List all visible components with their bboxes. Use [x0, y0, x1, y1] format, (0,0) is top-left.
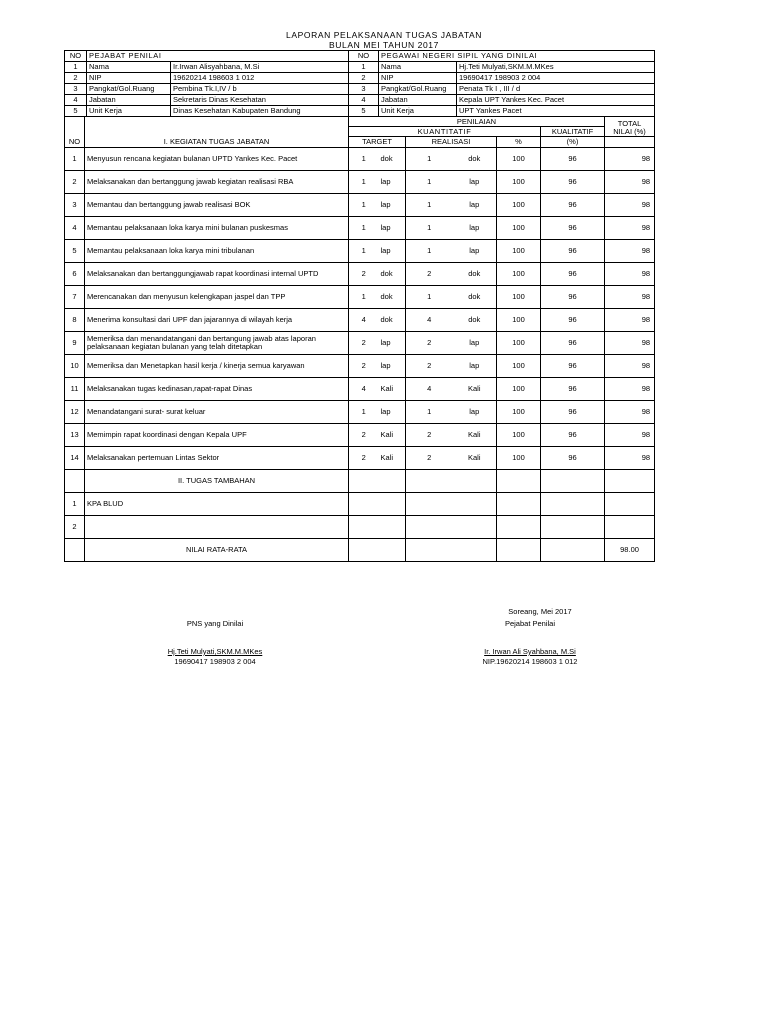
activity-description: Menerima konsultasi dari UPF dan jajarannya di wilayah kerja: [85, 309, 349, 332]
tambahan-no-empty: [65, 470, 85, 493]
right-signer-name-text: Ir. Irwan Ali Syahbana, M.Si: [484, 647, 576, 656]
total-nilai-header: [605, 117, 655, 137]
col-realisasi: REALISASI: [406, 137, 497, 148]
left-signer-name: [105, 647, 325, 656]
target-unit: dok: [379, 263, 406, 286]
target-unit: lap: [379, 171, 406, 194]
persen-value: 100: [497, 378, 541, 401]
target-value: 4: [349, 309, 379, 332]
tambahan-row: [65, 516, 655, 539]
target-value: 1: [349, 148, 379, 171]
kualitatif-value: 96: [541, 424, 605, 447]
target-value: 1: [349, 240, 379, 263]
col-no: NO: [65, 137, 85, 148]
target-value: 1: [349, 194, 379, 217]
activity-row: [65, 355, 655, 378]
realisasi-unit: lap: [453, 240, 497, 263]
identity-label: Jabatan: [87, 95, 171, 106]
persen-value: 100: [497, 447, 541, 470]
activity-description: Memimpin rapat koordinasi dengan Kepala UPF: [85, 424, 349, 447]
pegawai-value: Kepala UPT Yankes Kec. Pacet: [457, 95, 655, 106]
penilai-value: Pembina Tk.I,IV / b: [171, 84, 349, 95]
realisasi-value: 1: [406, 240, 453, 263]
tambahan-description: KPA BLUD: [85, 493, 349, 516]
activity-row: [65, 240, 655, 263]
persen-value: 100: [497, 309, 541, 332]
realisasi-value: 4: [406, 378, 453, 401]
kualitatif-value: 96: [541, 378, 605, 401]
kualitatif-value: 96: [541, 148, 605, 171]
activity-description: Merencanakan dan menyusun kelengkapan jaspel dan TPP: [85, 286, 349, 309]
identity-label: Unit Kerja: [87, 106, 171, 117]
empty-cell: [605, 516, 655, 539]
realisasi-unit: Kali: [453, 424, 497, 447]
activity-no: 8: [65, 309, 85, 332]
empty-cell: [541, 470, 605, 493]
activity-description: Memantau pelaksanaan loka karya mini bulanan puskesmas: [85, 217, 349, 240]
realisasi-value: 1: [406, 401, 453, 424]
empty-cell: [349, 470, 406, 493]
total-nilai-value: 98: [605, 217, 655, 240]
realisasi-unit: lap: [453, 194, 497, 217]
col-kualitatif-unit: (%): [541, 137, 605, 148]
pegawai-value: Penata Tk I , III / d: [457, 84, 655, 95]
activity-row: [65, 378, 655, 401]
target-value: 2: [349, 447, 379, 470]
pegawai-heading: PEGAWAI NEGERI SIPIL YANG DINILAI: [379, 51, 655, 62]
activity-row: [65, 332, 655, 355]
kualitatif-value: 96: [541, 217, 605, 240]
realisasi-unit: lap: [453, 332, 497, 355]
realisasi-unit: dok: [453, 148, 497, 171]
left-signer-name-text: Hj.Teti Mulyati,SKM.M.MKes: [167, 647, 263, 656]
target-unit: lap: [379, 401, 406, 424]
realisasi-value: 1: [406, 217, 453, 240]
empty-cell: [497, 470, 541, 493]
empty-cell: [406, 470, 497, 493]
empty-cell: [406, 493, 497, 516]
kualitatif-value: 96: [541, 171, 605, 194]
activity-no: 14: [65, 447, 85, 470]
identity-no: 5: [65, 106, 87, 117]
realisasi-unit: lap: [453, 401, 497, 424]
persen-value: 100: [497, 194, 541, 217]
realisasi-value: 4: [406, 309, 453, 332]
target-value: 1: [349, 286, 379, 309]
target-unit: lap: [379, 355, 406, 378]
pegawai-value: Hj.Teti Mulyati,SKM.M.MKes: [457, 62, 655, 73]
target-value: 1: [349, 217, 379, 240]
persen-value: 100: [497, 355, 541, 378]
header-no-2: NO: [349, 51, 379, 62]
activity-description: Melaksanakan dan bertanggung jawab kegiatan realisasi RBA: [85, 171, 349, 194]
rata-rata-row: [65, 539, 655, 562]
activity-row: [65, 401, 655, 424]
activity-description: Menandatangani surat- surat keluar: [85, 401, 349, 424]
col-kegiatan: I. KEGIATAN TUGAS JABATAN: [85, 137, 349, 148]
activity-row: [65, 286, 655, 309]
total-nilai-value: 98: [605, 309, 655, 332]
persen-value: 100: [497, 263, 541, 286]
activity-no: 3: [65, 194, 85, 217]
col-persen: %: [497, 137, 541, 148]
realisasi-unit: lap: [453, 171, 497, 194]
identity-no: 3: [65, 84, 87, 95]
identity-row: [65, 73, 655, 84]
identity-no-2: 4: [349, 95, 379, 106]
realisasi-unit: dok: [453, 309, 497, 332]
total-nilai-value: 98: [605, 263, 655, 286]
empty-cell: [349, 539, 406, 562]
identity-no-2: 5: [349, 106, 379, 117]
kualitatif-value: 96: [541, 263, 605, 286]
realisasi-unit: lap: [453, 355, 497, 378]
kualitatif-value: 96: [541, 447, 605, 470]
total-nilai-value: 98: [605, 286, 655, 309]
target-value: 2: [349, 332, 379, 355]
activity-description: Menyusun rencana kegiatan bulanan UPTD Yankes Kec. Pacet: [85, 148, 349, 171]
identity-label-2: Nama: [379, 62, 457, 73]
activity-no: 12: [65, 401, 85, 424]
empty-cell: [406, 539, 497, 562]
identity-label: Nama: [87, 62, 171, 73]
total-nilai-value: 98: [605, 332, 655, 355]
activity-description: Melaksanakan dan bertanggungjawab rapat koordinasi internal UPTD: [85, 263, 349, 286]
target-unit: lap: [379, 194, 406, 217]
realisasi-value: 2: [406, 332, 453, 355]
rata-rata-label: NILAI RATA-RATA: [85, 539, 349, 562]
activity-description: Memeriksa dan Menetapkan hasil kerja / kinerja semua karyawan: [85, 355, 349, 378]
activities-table: [64, 116, 655, 562]
identity-label: Pangkat/Gol.Ruang: [87, 84, 171, 95]
activity-no: 6: [65, 263, 85, 286]
realisasi-unit: dok: [453, 263, 497, 286]
persen-value: 100: [497, 171, 541, 194]
rata-no-empty: [65, 539, 85, 562]
identity-no: 1: [65, 62, 87, 73]
total-nilai-value: 98: [605, 355, 655, 378]
persen-value: 100: [497, 148, 541, 171]
activity-row: [65, 194, 655, 217]
empty-cell: [541, 516, 605, 539]
activity-no: 5: [65, 240, 85, 263]
realisasi-unit: dok: [453, 286, 497, 309]
empty-cell: [349, 493, 406, 516]
identity-no-2: 1: [349, 62, 379, 73]
empty-cell: [605, 470, 655, 493]
realisasi-value: 1: [406, 171, 453, 194]
tambahan-no: 2: [65, 516, 85, 539]
kualitatif-value: 96: [541, 194, 605, 217]
activity-no: 9: [65, 332, 85, 355]
target-unit: dok: [379, 286, 406, 309]
activity-no: 2: [65, 171, 85, 194]
kualitatif-value: 96: [541, 355, 605, 378]
realisasi-value: 2: [406, 447, 453, 470]
empty-cell: [541, 493, 605, 516]
kuantitatif-header: KUANTITATIF: [349, 127, 541, 137]
hdr-empty-4: [85, 127, 349, 137]
target-value: 4: [349, 378, 379, 401]
penilai-value: Ir.Irwan Alisyahbana, M.Si: [171, 62, 349, 73]
identity-label-2: Pangkat/Gol.Ruang: [379, 84, 457, 95]
activity-description: Memantau dan bertanggung jawab realisasi BOK: [85, 194, 349, 217]
hdr-empty-1: [65, 117, 85, 127]
place-date: Soreang, Mei 2017: [508, 607, 572, 616]
realisasi-value: 2: [406, 355, 453, 378]
target-unit: lap: [379, 332, 406, 355]
identity-label: NIP: [87, 73, 171, 84]
total-nilai-value: 98: [605, 194, 655, 217]
kualitatif-value: 96: [541, 309, 605, 332]
realisasi-value: 2: [406, 263, 453, 286]
identity-row: [65, 84, 655, 95]
identity-row: [65, 106, 655, 117]
total-nilai-line-1: TOTAL: [617, 118, 642, 128]
report-title: LAPORAN PELAKSANAAN TUGAS JABATAN: [286, 30, 482, 40]
kualitatif-value: 96: [541, 401, 605, 424]
identity-table: [64, 50, 655, 117]
target-unit: Kali: [379, 424, 406, 447]
empty-cell: [541, 539, 605, 562]
penilai-value: 19620214 198603 1 012: [171, 73, 349, 84]
col-target: TARGET: [349, 137, 406, 148]
empty-cell: [497, 516, 541, 539]
total-nilai-value: 98: [605, 424, 655, 447]
empty-cell: [497, 539, 541, 562]
activity-row: [65, 447, 655, 470]
identity-no-2: 2: [349, 73, 379, 84]
col-total-empty: [605, 137, 655, 148]
left-signer-nip: 19690417 198903 2 004: [174, 657, 256, 666]
activity-row: [65, 424, 655, 447]
kualitatif-value: 96: [541, 332, 605, 355]
kualitatif-header: KUALITATIF: [541, 127, 605, 137]
rata-rata-value: 98.00: [605, 539, 655, 562]
activity-row: [65, 171, 655, 194]
target-unit: lap: [379, 240, 406, 263]
persen-value: 100: [497, 401, 541, 424]
persen-value: 100: [497, 217, 541, 240]
penilaian-header: PENILAIAN: [349, 117, 605, 127]
activity-row: [65, 309, 655, 332]
activity-description: Memeriksa dan menandatangani dan bertangung jawab atas laporan pelaksanaan kegiatan bulanan yang telah ditetapkan: [85, 332, 349, 355]
persen-value: 100: [497, 286, 541, 309]
identity-row: [65, 95, 655, 106]
pegawai-value: 19690417 198903 2 004: [457, 73, 655, 84]
activity-no: 13: [65, 424, 85, 447]
hdr-empty-2: [85, 117, 349, 127]
empty-cell: [406, 516, 497, 539]
kualitatif-value: 96: [541, 286, 605, 309]
target-value: 1: [349, 171, 379, 194]
activity-no: 11: [65, 378, 85, 401]
report-period: BULAN MEI TAHUN 2017: [329, 40, 439, 50]
target-value: 1: [349, 401, 379, 424]
tambahan-heading-row: [65, 470, 655, 493]
activity-no: 10: [65, 355, 85, 378]
left-signer-role: PNS yang Dinilai: [186, 619, 244, 628]
target-value: 2: [349, 263, 379, 286]
realisasi-unit: lap: [453, 217, 497, 240]
identity-label-2: Unit Kerja: [379, 106, 457, 117]
activity-no: 7: [65, 286, 85, 309]
realisasi-value: 1: [406, 194, 453, 217]
realisasi-value: 2: [406, 424, 453, 447]
total-nilai-value: 98: [605, 401, 655, 424]
header-no: NO: [65, 51, 87, 62]
total-nilai-line-2: NILAI (%): [613, 126, 646, 136]
realisasi-value: 1: [406, 148, 453, 171]
realisasi-unit: Kali: [453, 447, 497, 470]
realisasi-unit: Kali: [453, 378, 497, 401]
persen-value: 100: [497, 240, 541, 263]
activity-no: 4: [65, 217, 85, 240]
identity-no: 4: [65, 95, 87, 106]
penilai-value: Sekretaris Dinas Kesehatan: [171, 95, 349, 106]
total-nilai-value: 98: [605, 378, 655, 401]
persen-value: 100: [497, 332, 541, 355]
identity-row: [65, 62, 655, 73]
pegawai-value: UPT Yankes Pacet: [457, 106, 655, 117]
total-nilai-value: 98: [605, 148, 655, 171]
empty-cell: [349, 516, 406, 539]
target-unit: Kali: [379, 378, 406, 401]
target-unit: lap: [379, 217, 406, 240]
identity-label-2: NIP: [379, 73, 457, 84]
empty-cell: [497, 493, 541, 516]
identity-label-2: Jabatan: [379, 95, 457, 106]
tambahan-heading: II. TUGAS TAMBAHAN: [85, 470, 349, 493]
penilai-value: Dinas Kesehatan Kabupaten Bandung: [171, 106, 349, 117]
total-nilai-value: 98: [605, 447, 655, 470]
penilai-heading: PEJABAT PENILAI: [87, 51, 349, 62]
hdr-empty-3: [65, 127, 85, 137]
persen-value: 100: [497, 424, 541, 447]
kualitatif-value: 96: [541, 240, 605, 263]
activity-row: [65, 263, 655, 286]
tambahan-description: [85, 516, 349, 539]
activity-description: Memantau pelaksanaan loka karya mini tribulanan: [85, 240, 349, 263]
activity-no: 1: [65, 148, 85, 171]
identity-no-2: 3: [349, 84, 379, 95]
target-unit: dok: [379, 309, 406, 332]
right-signer-name: [420, 647, 640, 656]
target-value: 2: [349, 424, 379, 447]
right-signer-nip: NIP.19620214 198603 1 012: [482, 657, 578, 666]
tambahan-no: 1: [65, 493, 85, 516]
activity-description: Melaksanakan pertemuan Lintas Sektor: [85, 447, 349, 470]
target-unit: dok: [379, 148, 406, 171]
realisasi-value: 1: [406, 286, 453, 309]
empty-cell: [605, 493, 655, 516]
activity-row: [65, 217, 655, 240]
total-nilai-value: 98: [605, 171, 655, 194]
identity-no: 2: [65, 73, 87, 84]
target-value: 2: [349, 355, 379, 378]
target-unit: Kali: [379, 447, 406, 470]
right-signer-role: Pejabat Penilai: [504, 619, 556, 628]
total-nilai-value: 98: [605, 240, 655, 263]
activity-description: Melaksanakan tugas kedinasan,rapat-rapat Dinas: [85, 378, 349, 401]
activity-row: [65, 148, 655, 171]
tambahan-row: [65, 493, 655, 516]
